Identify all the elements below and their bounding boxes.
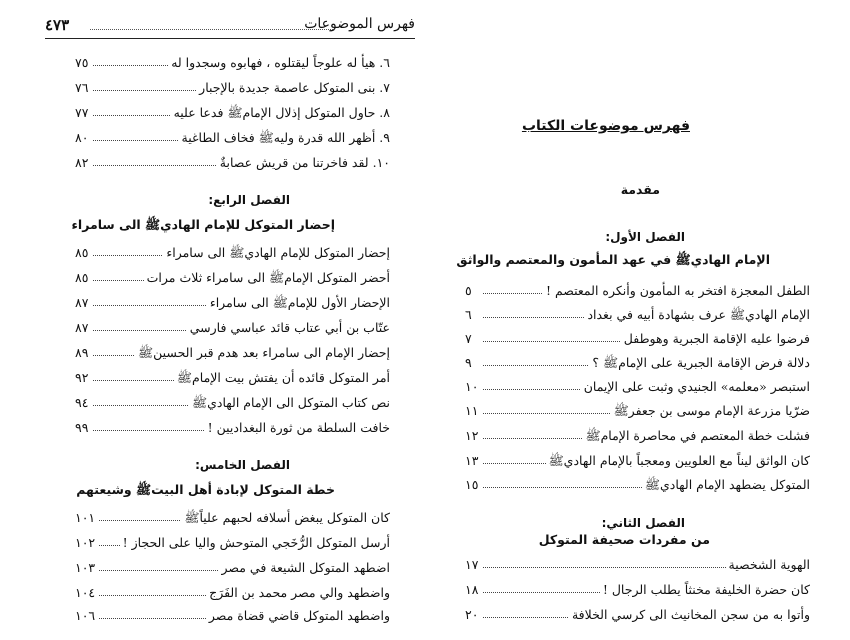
toc-entry[interactable]: الطفل المعجزة افتخر به المأمون وأنكره المعتصم ! ٥ — [465, 283, 810, 298]
toc-entry[interactable]: كان المتوكل يبغض أسلافه لحبهم علياًﷺ ١٠١ — [75, 510, 390, 530]
intro-heading: مقدمة — [620, 182, 660, 197]
toc-entry[interactable]: الهوية الشخصية ١٧ — [465, 557, 810, 572]
page-number: ٤٧٣ — [45, 16, 70, 34]
toc-entry[interactable]: فرضوا عليه الإقامة الجبرية وهوطفل ٧ — [465, 331, 810, 346]
toc-entry[interactable]: خافت السلطة من ثورة البغداديين ! ٩٩ — [75, 420, 390, 435]
chapter-label: الفصل الخامس: — [195, 458, 290, 472]
toc-entry[interactable]: ضرّيا مزرعة الإمام موسى بن جعفرﷺ ١١ — [465, 403, 810, 423]
toc-entry[interactable]: إحضار الإمام الى سامراء بعد هدم قبر الحسينﷺ ٨٩ — [75, 345, 390, 365]
toc-entry[interactable]: استبصر «معلمه» الجنيدي وثبت على الإيمان ١٠ — [465, 379, 810, 394]
toc-entry[interactable]: الإحضار الأول للإمامﷺ الى سامراء ٨٧ — [75, 295, 390, 315]
toc-entry[interactable]: اضطهد المتوكل الشيعة في مصر ١٠٣ — [75, 560, 390, 575]
toc-entry[interactable]: ٩. أظهر الله قدرة وليهﷺ فخاف الطاغية ٨٠ — [75, 130, 390, 150]
book-title: فهرس موضوعات الكتاب — [521, 118, 690, 134]
toc-entry[interactable]: نص كتاب المتوكل الى الإمام الهاديﷺ ٩٤ — [75, 395, 390, 415]
chapter-label: الفصل الرابع: — [208, 193, 290, 207]
toc-entry[interactable]: واضطهد المتوكل قاضي قضاة مصر ١٠٦ — [75, 608, 390, 623]
toc-entry[interactable]: ٦. هيأ له علوجاً ليقتلوه ، فهابوه وسجدوا له ٧٥ — [75, 55, 390, 70]
toc-entry[interactable]: عتّاب بن أبي عتاب قائد عباسي فارسي ٨٧ — [75, 320, 390, 335]
toc-entry[interactable]: الإمام الهاديﷺ عرف بشهادة أبيه في بغداد ٦ — [465, 307, 810, 327]
toc-entry[interactable]: أحضر المتوكل الإمامﷺ الى سامراء ثلاث مرات ٨٥ — [75, 270, 390, 290]
toc-entry[interactable]: ١٠. لقد فاخرتنا من قريش عصابةٌ ٨٢ — [75, 155, 390, 170]
running-header-dots — [90, 29, 335, 30]
toc-entry[interactable]: ٧. بنى المتوكل عاصمة جديدة بالإجبار ٧٦ — [75, 80, 390, 95]
chapter-title: إحضار المتوكل للإمام الهاديﷺ الى سامراء — [71, 217, 335, 232]
chapter-title: الإمام الهاديﷺ في عهد المأمون والمعتصم والواثق — [456, 252, 770, 267]
chapter-title: خطة المتوكل لإبادة أهل البيتﷺ وشيعتهم — [76, 482, 335, 497]
toc-entry[interactable]: المتوكل يضطهد الإمام الهاديﷺ ١٥ — [465, 477, 810, 497]
toc-entry[interactable]: أرسل المتوكل الرُّخَجي المتوحش واليا على الحجاز ! ١٠٢ — [75, 535, 390, 550]
running-header-title: فهرس الموضوعات — [304, 16, 415, 32]
toc-entry[interactable]: دلالة فرض الإقامة الجبرية على الإمامﷺ ؟ ٩ — [465, 355, 810, 375]
toc-entry[interactable]: كان الواثق ليناً مع العلويين ومعجباً بالإمام الهاديﷺ ١٣ — [465, 453, 810, 473]
right-page — [430, 0, 850, 640]
toc-entry[interactable]: أمر المتوكل قائده أن يفتش بيت الإمامﷺ ٩٢ — [75, 370, 390, 390]
chapter-title: من مفردات صحيفة المتوكل — [538, 532, 710, 547]
chapter-label: الفصل الثاني: — [601, 516, 685, 530]
toc-entry[interactable]: إحضار المتوكل للإمام الهاديﷺ الى سامراء ٨٥ — [75, 245, 390, 265]
toc-entry[interactable]: كان حضرة الخليفة مخنثاً يطلب الرجال ! ١٨ — [465, 582, 810, 597]
chapter-label: الفصل الأول: — [605, 230, 685, 244]
toc-entry[interactable]: وأتوا به من سجن المخانيث الى كرسي الخلافة ٢٠ — [465, 607, 810, 622]
running-header — [45, 16, 415, 39]
toc-entry[interactable]: ٨. حاول المتوكل إذلال الإمامﷺ فدعا عليه ٧٧ — [75, 105, 390, 125]
toc-entry[interactable]: واضطهد والي مصر محمد بن الفَرَج ١٠٤ — [75, 585, 390, 600]
toc-entry[interactable]: فشلت خطة المعتصم في محاصرة الإمامﷺ ١٢ — [465, 428, 810, 448]
